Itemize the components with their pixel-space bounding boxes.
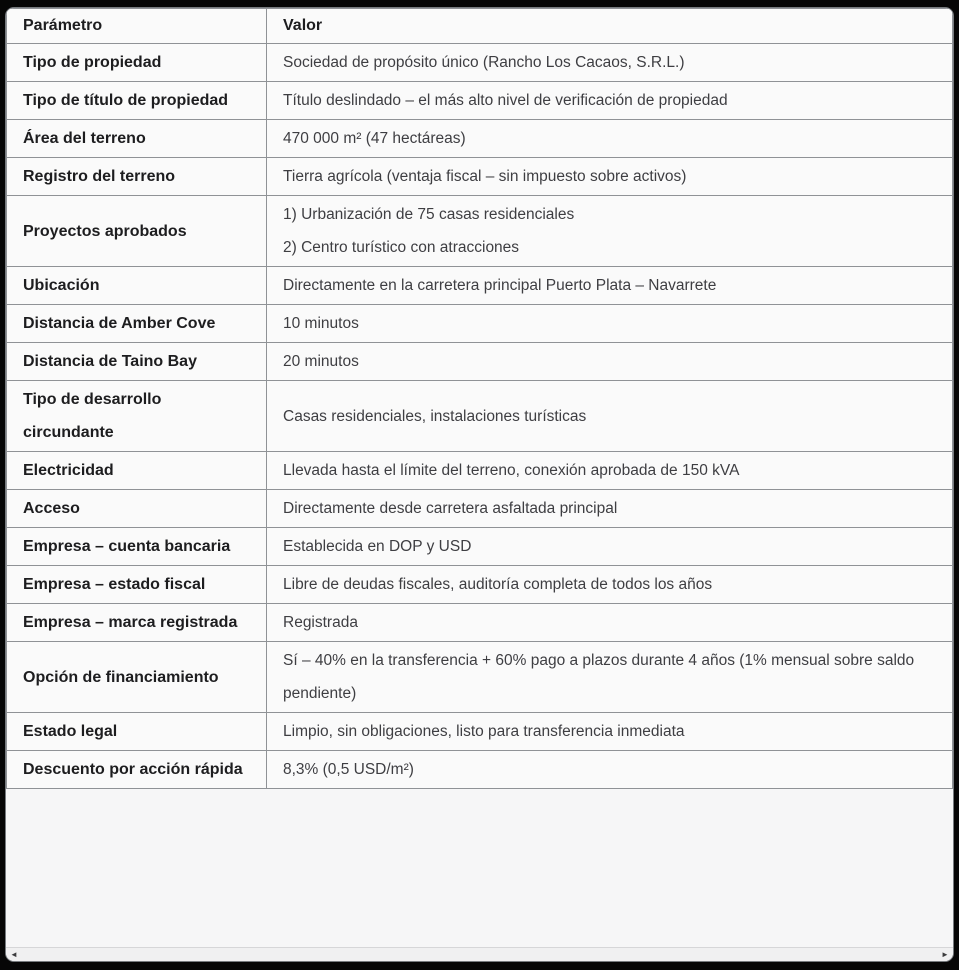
value-line: Título deslindado – el más alto nivel de verificación de propiedad xyxy=(283,92,728,109)
table-row xyxy=(7,713,953,751)
table-row xyxy=(7,196,953,267)
param-cell: Tipo de desarrollo circundante xyxy=(7,381,267,452)
value-cell xyxy=(267,528,953,566)
header-cell-valor: Valor xyxy=(267,9,953,44)
value-cell xyxy=(267,751,953,789)
table-row xyxy=(7,305,953,343)
value-cell xyxy=(267,82,953,120)
table-row xyxy=(7,158,953,196)
table-body xyxy=(7,44,953,789)
param-cell: Estado legal xyxy=(7,713,267,751)
param-cell: Registro del terreno xyxy=(7,158,267,196)
value-line: Sí – 40% en la transferencia + 60% pago a plazos durante 4 años (1% mensual sobre saldo pendiente) xyxy=(283,652,915,702)
value-cell xyxy=(267,305,953,343)
table-row xyxy=(7,267,953,305)
value-line: Libre de deudas fiscales, auditoría completa de todos los años xyxy=(283,576,713,593)
param-cell: Área del terreno xyxy=(7,120,267,158)
table-row xyxy=(7,381,953,452)
value-cell xyxy=(267,381,953,452)
param-cell: Empresa – cuenta bancaria xyxy=(7,528,267,566)
value-cell xyxy=(267,267,953,305)
table-row xyxy=(7,566,953,604)
value-line: Llevada hasta el límite del terreno, conexión aprobada de 150 kVA xyxy=(283,462,740,479)
value-cell xyxy=(267,158,953,196)
table-row xyxy=(7,490,953,528)
value-cell xyxy=(267,343,953,381)
param-cell: Tipo de propiedad xyxy=(7,44,267,82)
header-cell-parametro: Parámetro xyxy=(7,9,267,44)
value-cell xyxy=(267,713,953,751)
scrollbar-right-arrow-icon[interactable]: ► xyxy=(941,950,949,959)
param-cell: Electricidad xyxy=(7,452,267,490)
table-row xyxy=(7,642,953,713)
value-line: Registrada xyxy=(283,614,358,631)
value-line: Tierra agrícola (ventaja fiscal – sin impuesto sobre activos) xyxy=(283,168,687,185)
table-row xyxy=(7,528,953,566)
value-line: Limpio, sin obligaciones, listo para transferencia inmediata xyxy=(283,723,685,740)
value-line: 2) Centro turístico con atracciones xyxy=(283,239,520,256)
value-cell xyxy=(267,642,953,713)
param-cell: Proyectos aprobados xyxy=(7,196,267,267)
value-line: Casas residenciales, instalaciones turísticas xyxy=(283,407,587,425)
scrollbar-left-arrow-icon[interactable]: ◄ xyxy=(10,950,18,959)
value-line: 1) Urbanización de 75 casas residenciales xyxy=(283,206,575,223)
param-cell: Distancia de Taino Bay xyxy=(7,343,267,381)
value-line: 10 minutos xyxy=(283,315,359,332)
value-cell xyxy=(267,566,953,604)
param-cell: Empresa – marca registrada xyxy=(7,604,267,642)
value-line: Directamente en la carretera principal Puerto Plata – Navarrete xyxy=(283,277,717,294)
table-row xyxy=(7,452,953,490)
value-line: 8,3% (0,5 USD/m²) xyxy=(283,761,414,778)
table-row xyxy=(7,604,953,642)
table-row xyxy=(7,120,953,158)
panel-spacer xyxy=(6,789,953,947)
horizontal-scrollbar[interactable] xyxy=(6,947,953,961)
table-row xyxy=(7,44,953,82)
value-line: Establecida en DOP y USD xyxy=(283,538,472,555)
param-cell: Distancia de Amber Cove xyxy=(7,305,267,343)
value-cell xyxy=(267,452,953,490)
value-cell xyxy=(267,604,953,642)
param-cell: Descuento por acción rápida xyxy=(7,751,267,789)
param-cell: Empresa – estado fiscal xyxy=(7,566,267,604)
value-cell xyxy=(267,490,953,528)
value-cell xyxy=(267,44,953,82)
value-line: 20 minutos xyxy=(283,353,359,370)
value-line: 470 000 m² (47 hectáreas) xyxy=(283,130,466,147)
table-header-row xyxy=(7,9,953,44)
param-cell: Acceso xyxy=(7,490,267,528)
table-row xyxy=(7,82,953,120)
table-row xyxy=(7,751,953,789)
param-cell: Opción de financiamiento xyxy=(7,642,267,713)
property-spec-table xyxy=(6,8,953,789)
value-cell xyxy=(267,196,953,267)
param-cell: Ubicación xyxy=(7,267,267,305)
table-row xyxy=(7,343,953,381)
param-cell: Tipo de título de propiedad xyxy=(7,82,267,120)
value-line: Directamente desde carretera asfaltada principal xyxy=(283,500,618,517)
value-cell xyxy=(267,120,953,158)
table-panel xyxy=(5,7,954,962)
value-line: Sociedad de propósito único (Rancho Los Cacaos, S.R.L.) xyxy=(283,54,685,71)
